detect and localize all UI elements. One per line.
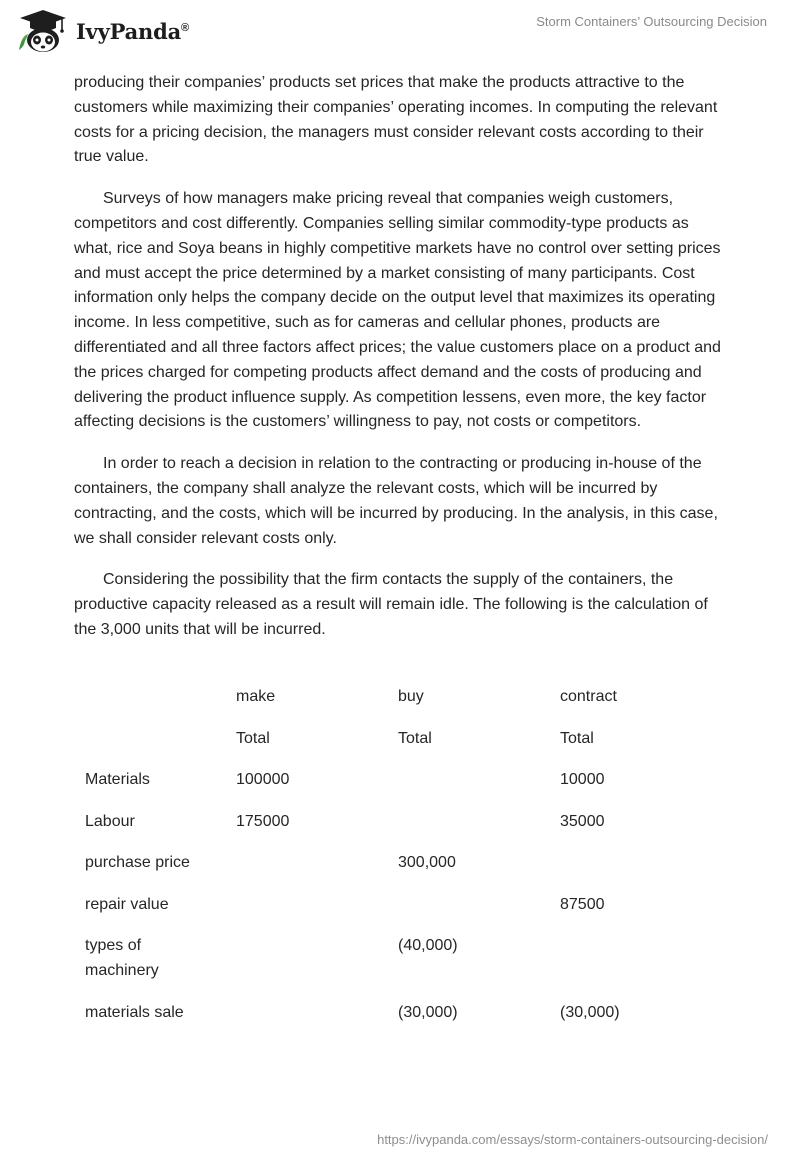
row-label: Materials (85, 771, 150, 788)
row-label-text: types of machinery (85, 937, 159, 979)
table-cell: (30,000) (560, 1003, 620, 1021)
paragraph: producing their companies’ products set prices that make the products attractive to the customers while maximizing their companies’ operating incomes. In computing the relevant costs for a pricing decision, the managers must consider relevant costs according to their true value. (74, 74, 718, 166)
table-row (74, 850, 728, 875)
paragraph: Considering the possibility that the firm contacts the supply of the containers, the productive capacity released as a result will remain idle. The following is the calculation of the 3,000 units that will be incurred. (74, 571, 708, 638)
row-label: materials sale (85, 1003, 184, 1021)
table-cell (236, 892, 398, 917)
table-cell: (30,000) (398, 1003, 458, 1021)
table-cell: 87500 (560, 895, 605, 913)
table-cell (398, 892, 560, 917)
table-cell: (40,000) (398, 937, 458, 954)
table-cell: 175000 (236, 812, 290, 830)
column-subheader: Total (560, 729, 594, 747)
table-cell (398, 767, 560, 792)
cost-table (74, 684, 728, 1041)
table-row (74, 933, 728, 983)
table-header-row (74, 726, 728, 751)
paragraph: Surveys of how managers make pricing reveal that companies weigh customers, competitors and cost differently. Companies selling similar commodity-type products as what, rice and Soya beans in highly competitive markets have no control over setting prices and must accept the price determined by a market consisting of many participants. Cost information only helps the company decide on the output level that maximizes its operating income. In less competitive, such as for cameras and cellular phones, products are differentiated and all three factors affect prices; the value customers place on a product and the prices charged for competing products affect demand and the costs of producing and delivering the product influence supply. As competition lessens, even more, the key factor affecting decisions is the customers’ willingness to pay, not costs or competitors. (74, 190, 721, 431)
table-row (74, 809, 728, 834)
table-cell (74, 684, 236, 709)
table-cell (560, 933, 728, 983)
table-cell (236, 1000, 398, 1025)
table-row (74, 767, 728, 792)
document-title: Storm Containers’ Outsourcing Decision (536, 14, 767, 29)
table-cell: 100000 (236, 771, 290, 788)
table-cell (236, 850, 398, 875)
table-row (74, 1000, 728, 1025)
column-header-buy: buy (398, 688, 424, 705)
table-cell: 10000 (560, 771, 605, 788)
brand-name: IvyPanda® (76, 18, 189, 44)
column-header-contract: contract (560, 688, 617, 705)
table-cell (560, 850, 728, 875)
table-cell: 300,000 (398, 854, 456, 871)
row-label (74, 933, 236, 983)
row-label: Labour (85, 812, 135, 830)
brand-logo[interactable] (16, 8, 189, 54)
essay-body (74, 71, 728, 660)
table-cell (74, 726, 236, 751)
source-url[interactable]: https://ivypanda.com/essays/storm-containers-outsourcing-decision/ (377, 1132, 768, 1147)
table-cell: 35000 (560, 812, 605, 830)
column-subheader: Total (236, 729, 270, 747)
table-cell (398, 809, 560, 834)
column-header-make: make (236, 688, 276, 705)
row-label: purchase price (85, 854, 190, 871)
table-row (74, 892, 728, 917)
row-label: repair value (85, 895, 169, 913)
page-header (0, 0, 800, 68)
table-header-row (74, 684, 728, 709)
table-cell (236, 933, 398, 983)
column-subheader: Total (398, 729, 432, 747)
paragraph: In order to reach a decision in relation to the contracting or producing in-house of the containers, the company shall analyze the relevant costs, which will be incurred by contracting, and the costs, which will be incurred by producing. In the analysis, in this case, we shall consider relevant costs only. (74, 455, 718, 547)
panda-graduate-icon (16, 8, 70, 54)
